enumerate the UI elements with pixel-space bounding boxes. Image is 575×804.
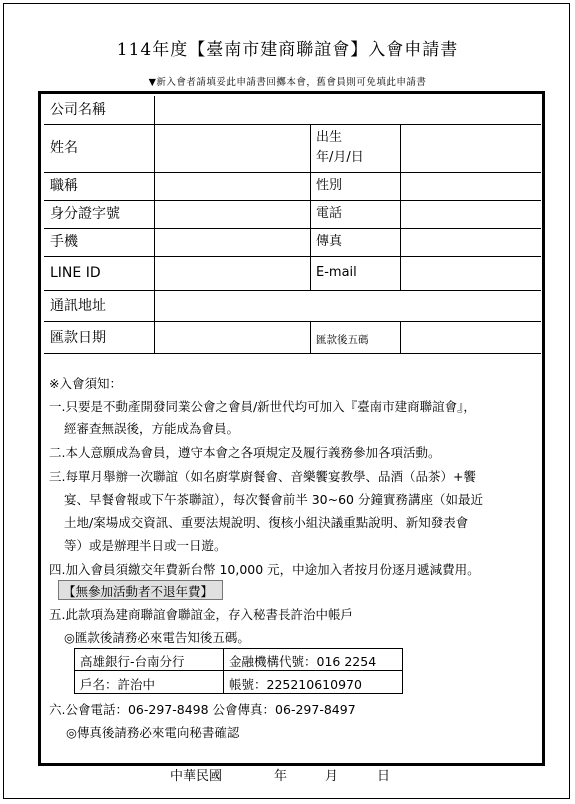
fax-label: 傳真 <box>316 234 343 249</box>
phone-label: 電話 <box>316 206 343 221</box>
note-item-3: 三.每單月舉辦一次聯誼（如名廚掌廚餐會、音樂饗宴教學、品酒（品茶）+饗 <box>49 469 476 484</box>
gender-label: 性別 <box>316 178 343 193</box>
note-item-3-cont3: 等）或是辦理半日或一日遊。 <box>64 538 227 553</box>
footer-month: 月 <box>325 769 339 784</box>
note-item-3-cont2: 土地/案場成交資訊、重要法規說明、復核小組決議重點說明、新知發表會 <box>64 515 469 530</box>
company-name-label: 公司名稱 <box>50 102 106 118</box>
mobile-label: 手機 <box>50 234 78 250</box>
line-id-label: LINE ID <box>50 265 101 281</box>
account-name: 戶名：許治中 <box>80 677 156 692</box>
application-table <box>44 96 541 354</box>
birth-label: 出生 <box>316 130 343 145</box>
footer-era: 中華民國 <box>170 769 223 784</box>
no-refund-text: 【無參加活動者不退年費】 <box>63 584 214 599</box>
notes-heading: ※入會須知： <box>49 376 122 391</box>
note-item-3-cont1: 宴、早餐會報或下午茶聯誼），每次餐會前半 30~60 分鐘實務講座（如最近 <box>64 492 483 507</box>
note-item-4: 四.加入會員須繳交年費新台幣 10,000 元，中途加入者按月份逐月遞減費用。 <box>49 562 480 577</box>
note-item-1-cont: 經審查無誤後，方能成為會員。 <box>64 421 240 436</box>
document-subtitle: ▼新入會者請填妥此申請書回擲本會，舊會員則可免填此申請書 <box>148 77 427 88</box>
document-title: 114年度【臺南市建商聯誼會】入會申請書 <box>116 40 459 60</box>
note-item-6-remark: ◎傳真後請務必來電向秘書確認 <box>66 725 240 740</box>
note-item-5: 五.此款項為建商聯誼會聯誼金，存入秘書長許治中帳戶 <box>49 607 353 622</box>
note-item-2: 二.本人意願成為會員，遵守本會之各項規定及履行義務參加各項活動。 <box>49 445 441 460</box>
footer-day: 日 <box>377 769 391 784</box>
note-item-5-remark: ◎匯款後請務必來電告知後五碼。 <box>64 630 250 645</box>
account-number: 帳號：225210610970 <box>229 677 362 692</box>
job-title-label: 職稱 <box>50 178 78 194</box>
remit-date-label: 匯款日期 <box>50 330 106 346</box>
address-label: 通訊地址 <box>50 298 106 314</box>
note-item-1: 一.只要是不動產開發同業公會之會員/新世代均可加入『臺南市建商聯誼會』， <box>49 399 476 414</box>
email-label: E-mail <box>316 265 357 280</box>
remit-last5-label: 匯款後五碼 <box>316 334 369 346</box>
bank-name: 高雄銀行-台南分行 <box>80 654 185 669</box>
name-label: 姓名 <box>50 140 78 156</box>
bank-code: 金融機構代號：016 2254 <box>229 654 377 669</box>
footer-year: 年 <box>274 769 288 784</box>
birth-format-label: 年/月/日 <box>316 150 364 165</box>
note-item-6: 六.公會電話：06-297-8498 公會傳真：06-297-8497 <box>49 702 356 717</box>
id-number-label: 身分證字號 <box>50 206 120 222</box>
bank-info-table <box>74 648 403 694</box>
